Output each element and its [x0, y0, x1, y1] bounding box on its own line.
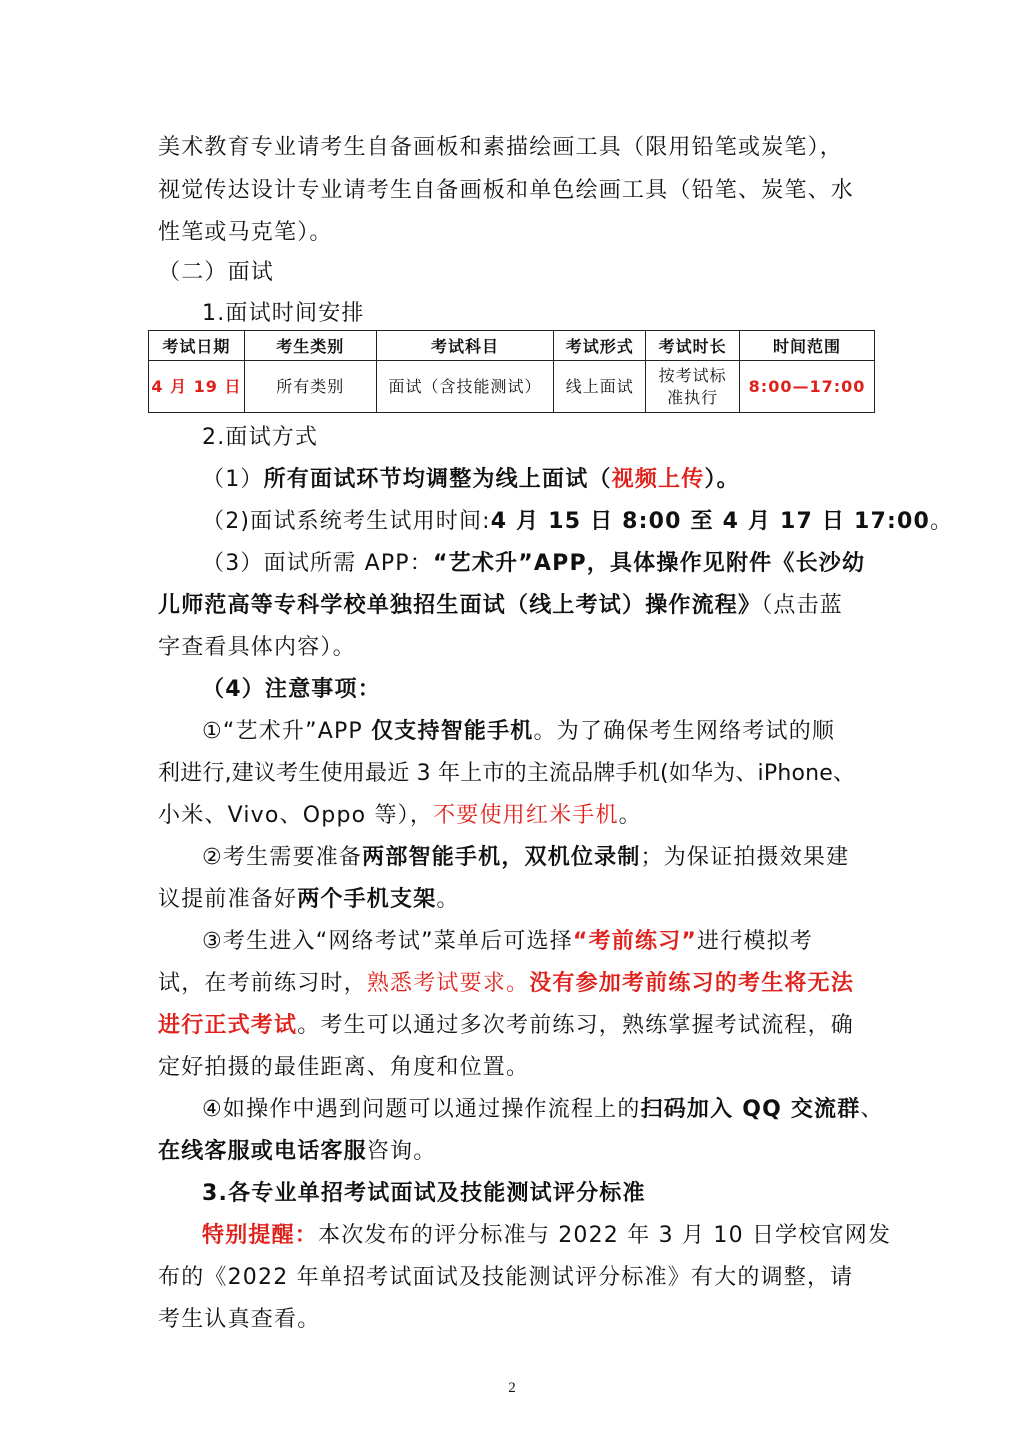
- text-line-visual-design-tools: 视觉传达设计专业请考生自备画板和单色绘画工具（铅笔、炭笔、水: [158, 178, 855, 203]
- method-item-3-end: 字查看具体内容）。: [158, 635, 356, 660]
- page-number: 2: [508, 1380, 516, 1396]
- special-reminder-line-3: 考生认真查看。: [158, 1307, 321, 1332]
- note-1-line-1: ①“艺术升”APP 仅支持智能手机。为了确保考生网络考试的顺: [202, 719, 836, 744]
- cell-exam-duration: [646, 361, 740, 413]
- cell-exam-subject: 面试（含技能测试）: [376, 361, 554, 413]
- cell-candidate-category: 所有类别: [244, 361, 376, 413]
- notes-heading: （4）注意事项：: [202, 677, 381, 702]
- note-3-line-1: ③考生进入“网络考试”菜单后可选择“考前练习”进行模拟考: [202, 929, 814, 954]
- special-reminder-line-1: 特别提醒：本次发布的评分标准与 2022 年 3 月 10 日学校官网发: [202, 1223, 892, 1248]
- operation-guide-link[interactable]: 儿师范高等专科学校单独招生面试（线上考试）操作流程》: [158, 593, 762, 618]
- special-reminder-line-2: 布的《2022 年单招考试面试及技能测试评分标准》有大的调整，请: [158, 1265, 854, 1290]
- header-time-range: 时间范围: [740, 331, 875, 361]
- note-2-line-1: ②考生需要准备两部智能手机，双机位录制；为保证拍摄效果建: [202, 845, 850, 870]
- interview-schedule-table: [148, 330, 875, 413]
- note-4-line-2: 在线客服或电话客服咨询。: [158, 1139, 437, 1164]
- method-item-3-cont: 儿师范高等专科学校单独招生面试（线上考试）操作流程》（点击蓝: [158, 593, 844, 618]
- method-item-3: （3）面试所需 APP：“艺术升”APP，具体操作见附件《长沙幼: [202, 551, 866, 576]
- header-exam-duration: 考试时长: [646, 331, 740, 361]
- cell-exam-date: 4 月 19 日: [149, 361, 245, 413]
- subheading-interview-method: 2.面试方式: [202, 425, 319, 450]
- text-line-drawing-tools: 美术教育专业请考生自备画板和素描绘画工具（限用铅笔或炭笔），: [158, 135, 844, 160]
- note-3-line-3: 进行正式考试。考生可以通过多次考前练习，熟练掌握考试流程，确: [158, 1013, 855, 1038]
- section-heading-interview: （二）面试: [158, 260, 275, 285]
- header-exam-date: 考试日期: [149, 331, 245, 361]
- subheading-interview-schedule: 1.面试时间安排: [202, 301, 365, 326]
- text-line-markers: 性笔或马克笔）。: [158, 220, 333, 245]
- method-item-1: （1）所有面试环节均调整为线上面试（视频上传）。: [202, 467, 740, 492]
- subheading-scoring-standard: 3.各专业单招考试面试及技能测试评分标准: [202, 1181, 646, 1206]
- header-exam-form: 考试形式: [554, 331, 646, 361]
- note-4-line-1: ④如操作中遇到问题可以通过操作流程上的扫码加入 QQ 交流群、: [202, 1097, 884, 1122]
- cell-time-range: 8:00—17:00: [740, 361, 875, 413]
- duration-line-2: 准执行: [667, 387, 719, 407]
- header-exam-subject: 考试科目: [376, 331, 554, 361]
- table-row: [149, 361, 875, 413]
- method-item-2: （2)面试系统考生试用时间:4 月 15 日 8:00 至 4 月 17 日 17:00。: [202, 509, 954, 534]
- cell-exam-form: 线上面试: [554, 361, 646, 413]
- note-2-line-2: 议提前准备好两个手机支架。: [158, 887, 460, 912]
- note-1-line-2: 利进行,建议考生使用最近 3 年上市的主流品牌手机(如华为、iPhone、: [158, 761, 856, 786]
- note-3-line-4: 定好拍摄的最佳距离、角度和位置。: [158, 1055, 530, 1080]
- table-header-row: [149, 331, 875, 361]
- note-1-line-3: 小米、Vivo、Oppo 等），不要使用红米手机。: [158, 803, 642, 828]
- duration-line-1: 按考试标: [658, 365, 727, 385]
- header-candidate-category: 考生类别: [244, 331, 376, 361]
- note-3-line-2: 试，在考前练习时，熟悉考试要求。没有参加考前练习的考生将无法: [158, 971, 855, 996]
